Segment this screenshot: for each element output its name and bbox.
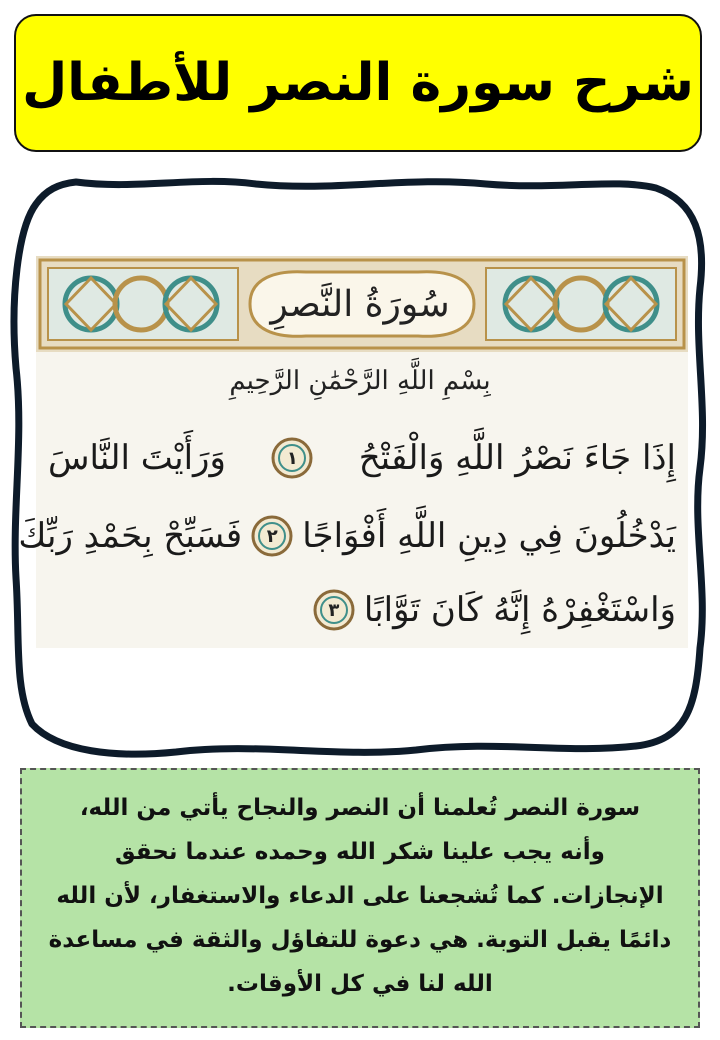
verse-line-1 (48, 422, 676, 494)
explanation-line: الإنجازات. كما تُشجعنا على الدعاء والاستغفار، لأن الله (56, 883, 664, 909)
verse-line-2 (18, 500, 676, 572)
page-title: شرح سورة النصر للأطفال (22, 53, 694, 113)
explanation-line: وأنه يجب علينا شكر الله وحمده عندما نحقق (115, 839, 605, 865)
verse-text: فَسَبِّحْ بِحَمْدِ رَبِّكَ (18, 516, 243, 556)
basmala: بِسْمِ اللَّهِ الرَّحْمَٰنِ الرَّحِيمِ (229, 366, 491, 396)
verse-number: ٣ (328, 599, 340, 621)
verse-end-marker (312, 588, 356, 632)
verse-text: وَاسْتَغْفِرْهُ إِنَّهُ كَانَ تَوَّابًا (363, 590, 676, 630)
verse-text: إِذَا جَاءَ نَصْرُ اللَّهِ وَالْفَتْحُ (358, 438, 676, 478)
verse-text: يَدْخُلُونَ فِي دِينِ اللَّهِ أَفْوَاجًا (302, 516, 676, 556)
explanation-box (20, 768, 700, 1028)
verse-end-marker (250, 514, 294, 558)
explanation-line: دائمًا يقبل التوبة. هي دعوة للتفاؤل والثقة في مساعدة (48, 927, 672, 953)
verse-line-3 (48, 574, 676, 646)
verse-number: ٢ (266, 525, 278, 547)
title-banner (14, 14, 702, 152)
explanation-line: الله لنا في كل الأوقات. (227, 971, 493, 997)
explanation-line: سورة النصر تُعلمنا أن النصر والنجاح يأتي من الله، (79, 795, 641, 821)
surah-name: سُورَةُ النَّصرِ (270, 283, 450, 325)
verse-end-marker (270, 436, 314, 480)
verse-text: وَرَأَيْتَ النَّاسَ (48, 438, 226, 478)
verse-number: ١ (286, 447, 298, 469)
